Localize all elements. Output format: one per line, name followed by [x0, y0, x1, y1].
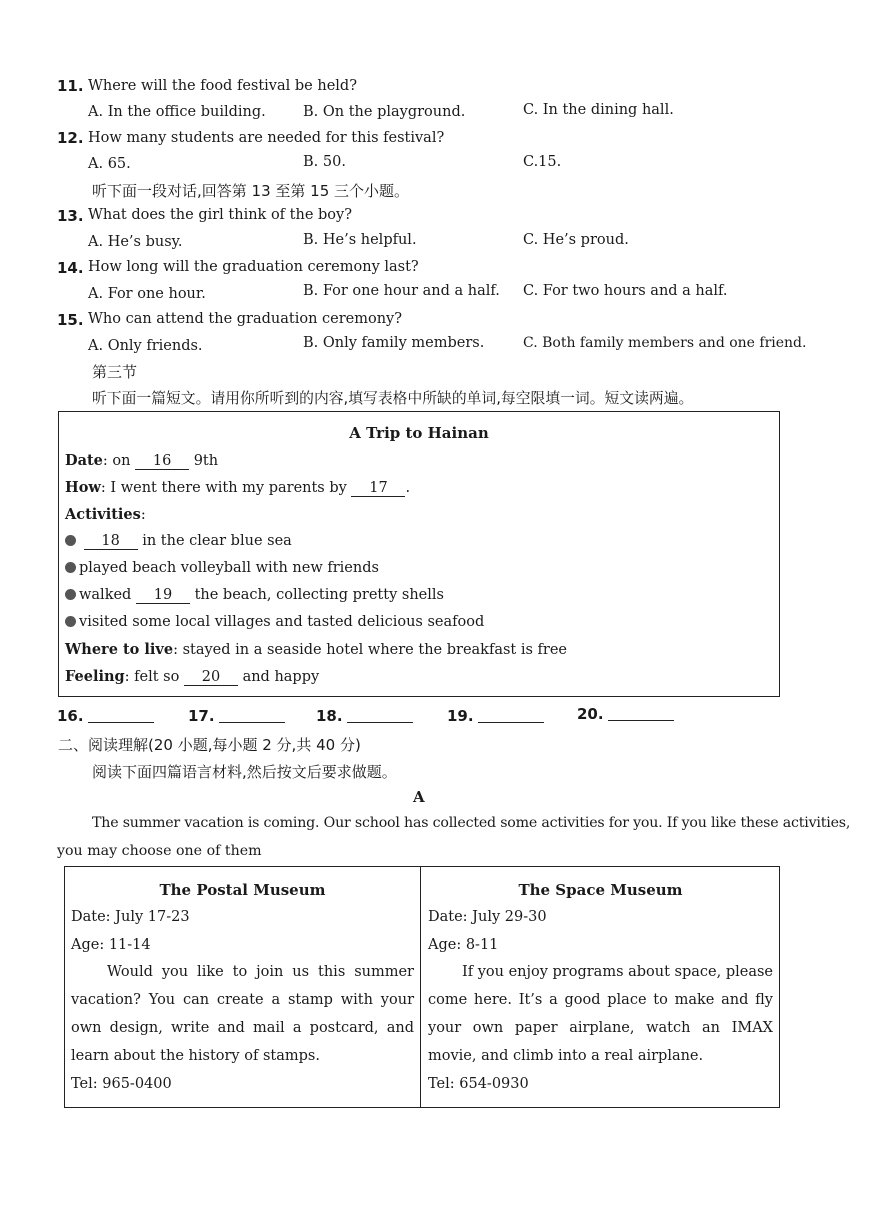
postal-title: The Postal Museum	[159, 881, 326, 899]
how-colon: :	[100, 480, 106, 496]
question-11-option-c[interactable]: C. In the dining hall.	[523, 102, 674, 118]
trip-title: A Trip to Hainan	[349, 424, 489, 442]
live-text: stayed in a seaside hotel where the breakfast is free	[182, 642, 567, 658]
space-date: Date: July 29-30	[428, 909, 547, 925]
question-15-option-c[interactable]: C. Both family members and one friend.	[523, 335, 807, 351]
trip-table	[58, 411, 780, 697]
answer-17-number: 17.	[188, 707, 215, 725]
blank-20[interactable]: 20	[184, 669, 238, 686]
question-15-option-a[interactable]: A. Only friends.	[88, 338, 203, 354]
question-14-option-c[interactable]: C. For two hours and a half.	[523, 283, 728, 299]
trip-live-row	[65, 641, 567, 658]
postal-museum-column	[71, 867, 414, 1107]
part-2-title: 二、阅读理解(20 小题,每小题 2 分,共 40 分)	[58, 736, 361, 754]
answer-19-line[interactable]	[478, 708, 544, 723]
question-15-number: 15.	[57, 311, 84, 329]
answer-16[interactable]	[57, 707, 154, 725]
answer-17[interactable]	[188, 707, 285, 725]
bullet-icon	[65, 616, 76, 627]
question-12-text: How many students are needed for this festival?	[88, 130, 445, 146]
answer-19-number: 19.	[447, 707, 474, 725]
activity-4-text: visited some local villages and tasted delicious seafood	[79, 614, 485, 630]
date-colon: :	[102, 453, 108, 469]
activity-4	[65, 614, 484, 630]
question-13-option-a[interactable]: A. He’s busy.	[88, 234, 183, 250]
question-11-number: 11.	[57, 77, 84, 95]
blank-17[interactable]: 17	[351, 480, 405, 497]
question-14-option-a[interactable]: A. For one hour.	[88, 286, 206, 302]
blank-19[interactable]: 19	[136, 587, 190, 604]
postal-tel: Tel: 965-0400	[71, 1076, 172, 1092]
blank-18[interactable]: 18	[84, 533, 138, 550]
live-label: Where to live	[65, 641, 174, 658]
answer-19[interactable]	[447, 707, 544, 725]
live-colon: :	[173, 642, 178, 658]
feeling-post: and happy	[242, 669, 320, 685]
table-divider	[420, 867, 421, 1107]
section-3-heading: 第三节	[92, 363, 138, 381]
trip-date-row	[65, 452, 218, 470]
question-14-text: How long will the graduation ceremony last?	[88, 259, 419, 275]
feeling-colon: :	[124, 669, 130, 685]
answer-17-line[interactable]	[219, 708, 285, 723]
question-13-option-b[interactable]: B. He’s helpful.	[303, 232, 417, 248]
space-tel: Tel: 654-0930	[428, 1076, 529, 1092]
question-15-text: Who can attend the graduation ceremony?	[88, 311, 403, 327]
part-2-instruction: 阅读下面四篇语言材料,然后按文后要求做题。	[92, 763, 397, 781]
question-13-text: What does the girl think of the boy?	[88, 207, 352, 223]
postal-age: Age: 11-14	[71, 937, 151, 953]
answer-18[interactable]	[316, 707, 413, 725]
activity-1	[65, 533, 292, 550]
postal-date: Date: July 17-23	[71, 909, 190, 925]
activity-2	[65, 560, 379, 576]
blank-16[interactable]: 16	[135, 453, 189, 470]
date-label: Date	[65, 452, 103, 469]
activity-3-pre: walked	[79, 587, 132, 603]
how-text: I went there with my parents by	[110, 480, 347, 496]
question-11-option-b[interactable]: B. On the playground.	[303, 104, 466, 120]
activity-1-text: in the clear blue sea	[142, 533, 292, 549]
question-14-number: 14.	[57, 259, 84, 277]
section-a-heading: A	[413, 788, 425, 806]
question-12-option-b[interactable]: B. 50.	[303, 154, 346, 170]
bullet-icon	[65, 562, 76, 573]
activities-colon: :	[140, 507, 146, 523]
bullet-icon	[65, 589, 76, 600]
section-3-instruction: 听下面一篇短文。请用你所听到的内容,填写表格中所缺的单词,每空限填一词。短文读两遍。	[92, 390, 694, 407]
question-14-option-b[interactable]: B. For one hour and a half.	[303, 283, 500, 299]
bullet-icon	[65, 535, 76, 546]
space-title: The Space Museum	[518, 881, 683, 899]
museum-table	[64, 866, 780, 1108]
question-15-option-b[interactable]: B. Only family members.	[303, 335, 485, 351]
answer-16-line[interactable]	[88, 708, 154, 723]
space-body: If you enjoy programs about space, please come here. It’s a good place to make and fly your own paper airplane, watch an IMAX movie, and climb into a real airplane.	[428, 964, 774, 1064]
answer-18-line[interactable]	[347, 708, 413, 723]
space-museum-column	[428, 867, 773, 1107]
answer-16-number: 16.	[57, 707, 84, 725]
how-label: How	[65, 479, 101, 496]
question-11-text: Where will the food festival be held?	[88, 78, 357, 94]
question-13-number: 13.	[57, 207, 84, 225]
trip-how-row	[65, 479, 410, 497]
answer-20-number: 20.	[577, 705, 604, 723]
question-12-option-c[interactable]: C.15.	[523, 154, 562, 170]
activities-label: Activities	[65, 506, 141, 523]
question-12-option-a[interactable]: A. 65.	[88, 156, 131, 172]
instruction-13-15: 听下面一段对话,回答第 13 至第 15 三个小题。	[92, 182, 410, 200]
date-post: 9th	[193, 453, 219, 469]
space-age: Age: 8-11	[428, 937, 499, 953]
question-13-option-c[interactable]: C. He’s proud.	[523, 232, 629, 248]
activity-3-post: the beach, collecting pretty shells	[194, 587, 444, 603]
question-11-option-a[interactable]: A. In the office building.	[88, 104, 266, 120]
answer-20[interactable]	[577, 705, 674, 723]
activity-2-text: played beach volleyball with new friends	[79, 560, 379, 576]
question-12-number: 12.	[57, 129, 84, 147]
feeling-pre: felt so	[134, 669, 180, 685]
answer-18-number: 18.	[316, 707, 343, 725]
intro-line-2: you may choose one of them	[57, 843, 262, 859]
how-period: .	[405, 480, 411, 496]
feeling-label: Feeling	[65, 668, 125, 685]
answer-20-line[interactable]	[608, 706, 674, 721]
intro-line-1: The summer vacation is coming. Our school has collected some activities for you. If you like these activities,	[92, 815, 851, 831]
activity-3	[65, 587, 444, 604]
trip-feeling-row	[65, 668, 319, 686]
trip-activities-row	[65, 506, 146, 523]
postal-body: Would you like to join us this summer vacation? You can create a stamp with your own design, write and mail a postcard, and learn about the history of stamps.	[71, 964, 414, 1064]
date-pre: on	[112, 453, 131, 469]
